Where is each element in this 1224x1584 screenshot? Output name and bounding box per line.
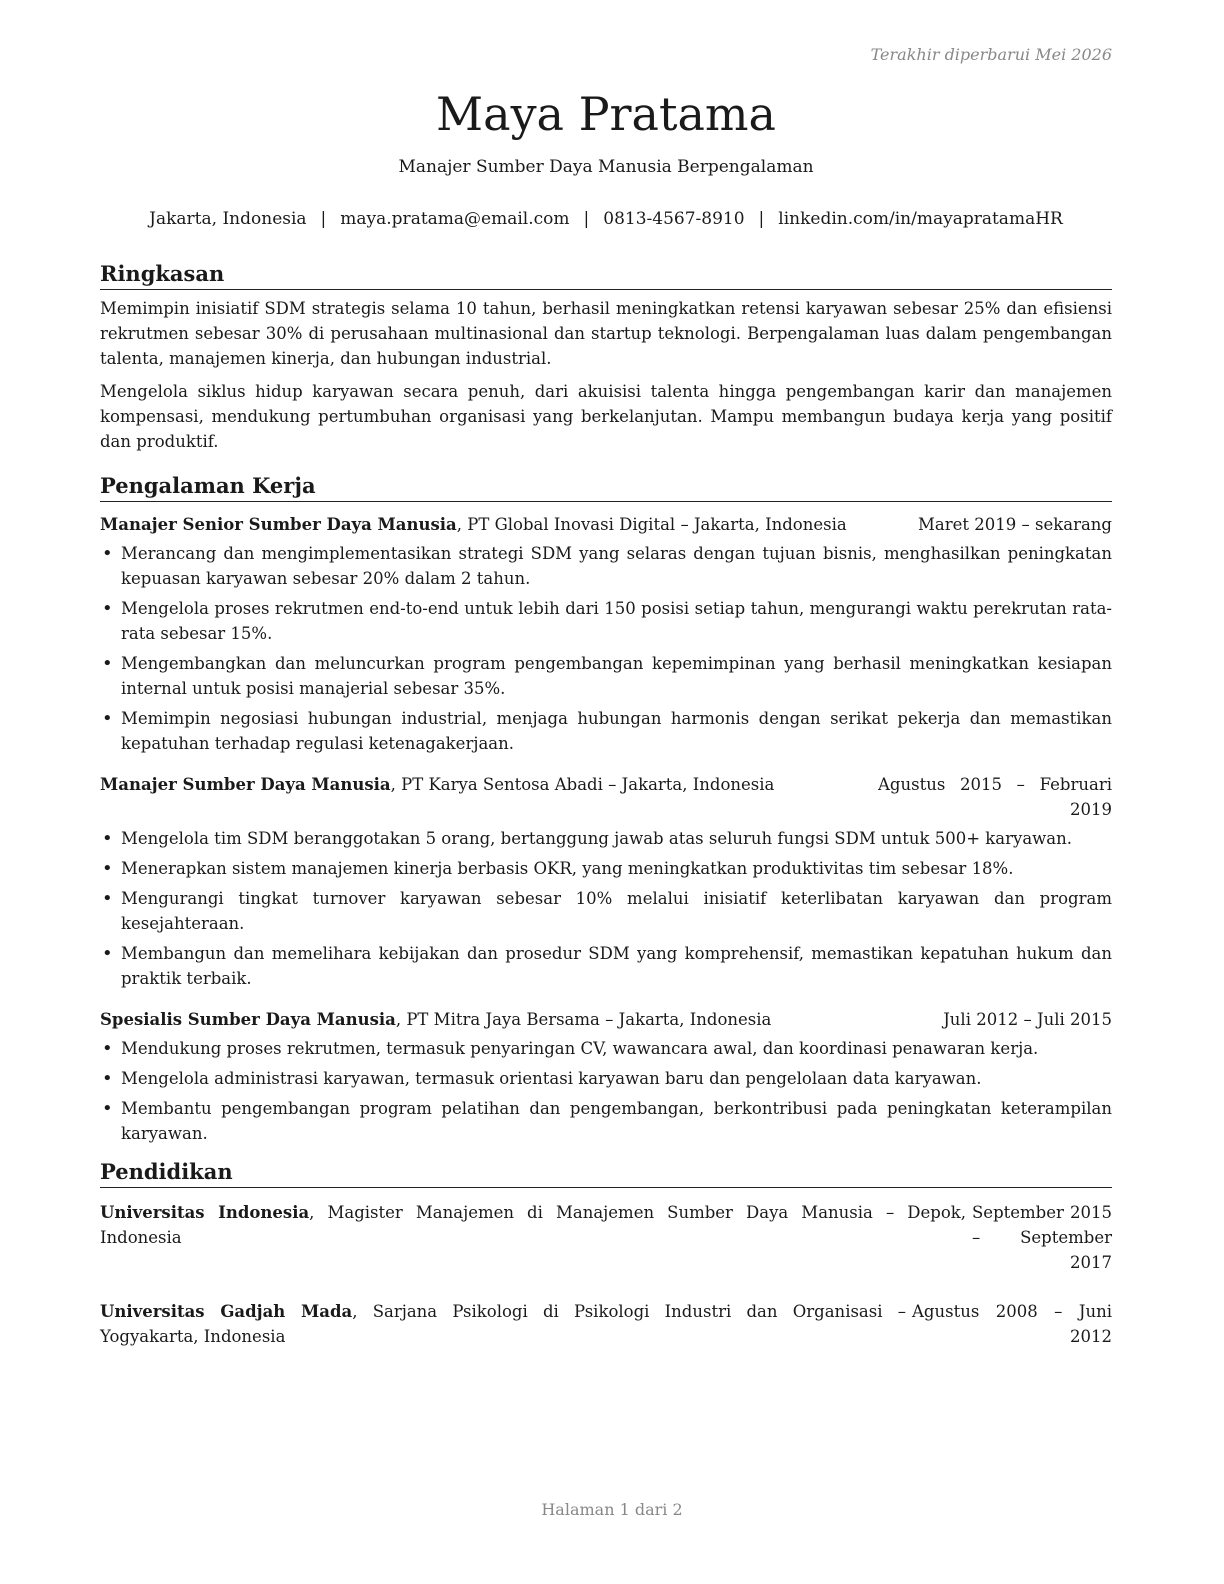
education-entry — [100, 1299, 1112, 1349]
job-role: Manajer Senior Sumber Daya Manusia — [100, 515, 457, 534]
education-dates: Agustus 2008 – Juni 2012 — [912, 1302, 1112, 1346]
job-company: , PT Global Inovasi Digital – Jakarta, Indonesia — [456, 515, 847, 534]
last-updated-note: Terakhir diperbarui Mei 2026 — [870, 45, 1112, 64]
job-header — [100, 772, 1112, 822]
job-bullets — [100, 1036, 1112, 1146]
education-school: Universitas Indonesia — [100, 1203, 310, 1222]
education-school: Universitas Gadjah Mada — [100, 1302, 353, 1321]
contact-linkedin[interactable]: linkedin.com/in/mayapratamaHR — [778, 209, 1063, 229]
contact-separator: | — [583, 209, 590, 229]
contact-phone: 0813-4567-8910 — [603, 209, 745, 229]
education-section — [100, 1158, 1112, 1349]
job-dates: Maret 2019 – sekarang — [918, 515, 1112, 534]
summary-section — [100, 260, 1112, 454]
list-item: • Mengurangi tingkat turnover karyawan sebesar 10% melalui inisiatif keterlibatan karyawan dan program kesejahteraan. — [100, 886, 1112, 936]
job-role: Manajer Sumber Daya Manusia — [100, 775, 391, 794]
resume-page — [100, 40, 1112, 1349]
job-bullets — [100, 541, 1112, 756]
job-dates: Agustus 2015 – Februari 2019 — [878, 775, 1112, 819]
job-header — [100, 1007, 1112, 1032]
job-entry — [100, 772, 1112, 991]
job-entry — [100, 1007, 1112, 1146]
list-item: • Mengelola administrasi karyawan, termasuk orientasi karyawan baru dan pengelolaan data karyawan. — [100, 1066, 1112, 1091]
section-heading-summary: Ringkasan — [100, 260, 1112, 290]
candidate-title: Manajer Sumber Daya Manusia Berpengalaman — [398, 157, 814, 177]
education-entry — [100, 1200, 1112, 1275]
list-item: • Merancang dan mengimplementasikan strategi SDM yang selaras dengan tujuan bisnis, menghasilkan peningkatan kepuasan karyawan sebesar 20% dalam 2 tahun. — [100, 541, 1112, 591]
job-dates: Juli 2012 – Juli 2015 — [943, 1010, 1112, 1029]
education-dates: September 2015 – September 2017 — [972, 1203, 1112, 1272]
list-item: • Membangun dan memelihara kebijakan dan prosedur SDM yang komprehensif, memastikan kepatuhan hukum dan praktik terbaik. — [100, 941, 1112, 991]
job-company: , PT Karya Sentosa Abadi – Jakarta, Indonesia — [390, 775, 775, 794]
list-item: • Membantu pengembangan program pelatihan dan pengembangan, berkontribusi pada peningkatan keterampilan karyawan. — [100, 1096, 1112, 1146]
list-item: • Mengembangkan dan meluncurkan program pengembangan kepemimpinan yang berhasil meningkatkan kesiapan internal untuk posisi manajerial sebesar 35%. — [100, 651, 1112, 701]
job-role: Spesialis Sumber Daya Manusia — [100, 1010, 396, 1029]
job-header — [100, 512, 1112, 537]
candidate-name: Maya Pratama — [436, 87, 776, 141]
section-heading-education: Pendidikan — [100, 1158, 1112, 1188]
page-number: Halaman 1 dari 2 — [541, 1500, 683, 1519]
list-item: • Mendukung proses rekrutmen, termasuk penyaringan CV, wawancara awal, dan koordinasi penawaran kerja. — [100, 1036, 1112, 1061]
list-item: • Mengelola tim SDM beranggotakan 5 orang, bertanggung jawab atas seluruh fungsi SDM untuk 500+ karyawan. — [100, 826, 1112, 851]
experience-section — [100, 472, 1112, 1146]
list-item: • Mengelola proses rekrutmen end-to-end untuk lebih dari 150 posisi setiap tahun, mengurangi waktu perekrutan rata-rata sebesar 15%. — [100, 596, 1112, 646]
list-item: • Memimpin negosiasi hubungan industrial, menjaga hubungan harmonis dengan serikat pekerja dan memastikan kepatuhan terhadap regulasi ketenagakerjaan. — [100, 706, 1112, 756]
contact-location: Jakarta, Indonesia — [149, 209, 307, 229]
job-entry — [100, 512, 1112, 756]
contact-email[interactable]: maya.pratama@email.com — [340, 209, 570, 229]
contact-line — [100, 206, 1112, 232]
contact-separator: | — [320, 209, 327, 229]
education-detail: , Magister Manajemen di Manajemen Sumber Daya Manusia – Depok, Indonesia — [100, 1203, 966, 1247]
education-detail: , Sarjana Psikologi di Psikologi Industri dan Organisasi – Yogyakarta, Indonesia — [100, 1302, 906, 1346]
job-bullets — [100, 826, 1112, 991]
job-company: , PT Mitra Jaya Bersama – Jakarta, Indonesia — [395, 1010, 772, 1029]
list-item: • Menerapkan sistem manajemen kinerja berbasis OKR, yang meningkatkan produktivitas tim sebesar 18%. — [100, 856, 1112, 881]
section-heading-experience: Pengalaman Kerja — [100, 472, 1112, 502]
contact-separator: | — [758, 209, 765, 229]
summary-paragraph: Mengelola siklus hidup karyawan secara penuh, dari akuisisi talenta hingga pengembangan karir dan manajemen kompensasi, mendukung pertumbuhan organisasi yang berkelanjutan. Mampu membangun budaya kerja yang positif dan produktif. — [100, 382, 1112, 451]
summary-paragraph: Memimpin inisiatif SDM strategis selama 10 tahun, berhasil meningkatkan retensi karyawan sebesar 25% dan efisiensi rekrutmen sebesar 30% di perusahaan multinasional dan startup teknologi. Berpengalaman luas dalam pengembangan talenta, manajemen kinerja, dan hubungan industrial. — [100, 299, 1112, 368]
